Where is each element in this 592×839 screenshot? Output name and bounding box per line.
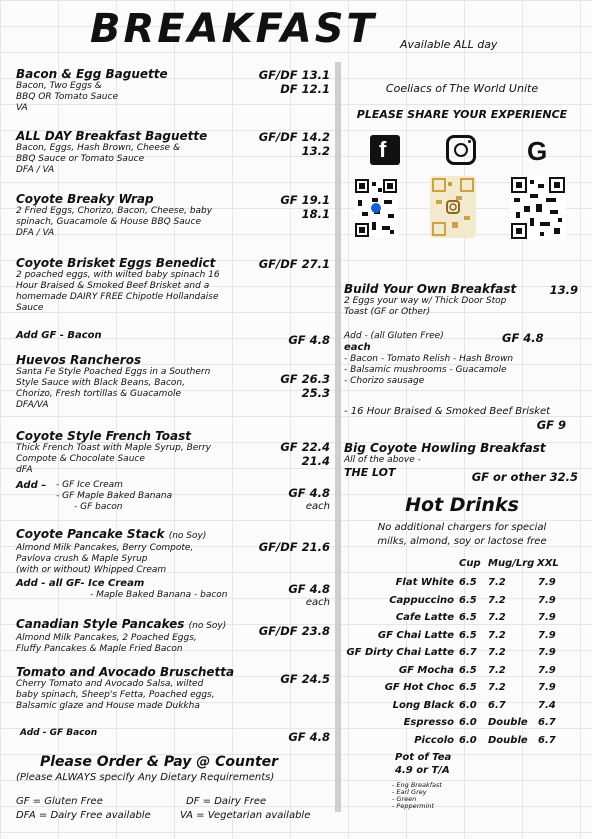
price-line: 21.4 [301,454,330,468]
price-line: GF 24.5 [280,672,330,686]
price-line: GF/DF 14.2 [258,130,330,144]
order-instruction: Please Order & Pay @ Counter [40,754,279,770]
item-desc: Sauce [16,303,44,313]
instagram-dot [468,140,471,143]
drink-cell: Double [488,717,528,728]
drink-cell: 6.5 [459,612,477,623]
qr-svg [510,176,566,240]
item-name: Coyote Breaky Wrap [16,192,154,206]
item-desc: Compote & Chocolate Sauce [16,454,145,464]
tea-variety: - Eng Breakfast [392,781,442,789]
dietary-note: (Please ALWAYS specify Any Dietary Requirements) [16,772,275,783]
google-icon[interactable]: G [527,136,548,166]
item-price: GF or other 32.5 [471,470,578,484]
item-desc: dFA [16,465,33,475]
item-desc: BBQ OR Tomato Sauce [16,92,118,102]
item-name: Coyote Style French Toast [16,429,191,443]
drink-cell: 6.5 [459,577,477,588]
drink-cell: Espresso [403,717,454,728]
item-desc: Hour Braised & Smoked Beef Brisket and a [16,281,210,291]
menu-item-bruschetta [16,666,330,712]
item-price [280,372,330,400]
item-desc: DFA/VA [16,400,49,410]
add-on-each: each [344,342,371,353]
drink-cell: 6.7 [538,717,556,728]
drink-cell: GF Mocha [398,664,454,676]
item-note: (no Soy) [168,531,207,541]
drink-cell: 7.2 [488,577,506,588]
pot-of-tea: Pot of Tea [395,752,452,763]
page-title: BREAKFAST [90,6,377,52]
tea-variety: - Green [392,795,417,803]
price-each: each [305,597,330,608]
add-on-price: GF 9 [536,418,566,432]
price-line: GF/DF 13.1 [258,68,330,82]
item-desc: VA [16,103,28,113]
item-name: Coyote Brisket Eggs Benedict [16,256,216,270]
facebook-qr-code[interactable] [354,178,398,238]
menu-item-huevos-rancheros [16,354,330,411]
instagram-icon[interactable] [446,135,476,165]
price-line: GF 19.1 [280,193,330,207]
item-desc: BBQ Sauce or Tomato Sauce [16,154,145,164]
drink-cell: 7.9 [538,647,556,658]
col-header-xxl: XXL [537,558,559,569]
share-heading: PLEASE SHARE YOUR EXPERIENCE [356,108,568,121]
item-name: Big Coyote Howling Breakfast [344,441,546,455]
item-desc: Santa Fe Style Poached Eggs in a Southern [16,367,211,377]
price-line: DF 12.1 [280,82,330,96]
drink-cell: Flat White [395,577,454,588]
pot-of-tea-price: 4.9 or T/A [395,765,450,776]
qr-svg [354,178,398,238]
menu-item-canadian-pancakes [16,618,330,655]
menu-item-french-toast [16,430,330,476]
item-note: (no Soy) [188,621,227,631]
drink-cell: Cappuccino [389,594,454,606]
item-price: 13.9 [549,283,578,297]
add-on-option: - 16 Hour Braised & Smoked Beef Brisket [344,406,551,417]
column-divider [335,62,341,812]
instagram-lens [454,143,468,157]
add-on-option: - GF Maple Baked Banana [56,491,173,501]
menu-item-brisket-benedict [16,257,330,314]
drink-cell: GF Dirty Chai Latte [346,647,454,658]
item-desc: Chorizo, Fresh tortillas & Guacamole [16,389,181,399]
hot-drinks-note: milks, almond, soy or lactose free [377,536,547,547]
item-price [259,130,330,158]
item-name: Huevos Rancheros [16,353,142,367]
price-line: 13.2 [301,144,330,158]
item-price [259,624,330,638]
drink-cell: Cafe Latte [395,612,454,623]
drink-cell: 7.2 [488,629,506,641]
add-on-price [288,486,330,514]
tea-variety: - Peppermint [392,802,435,810]
item-price [259,68,330,96]
item-lot: THE LOT [344,466,396,479]
tea-variety: - Earl Grey [392,788,427,796]
menu-item-breaky-wrap [16,193,330,239]
add-on-pancake [16,578,330,608]
instagram-qr-code[interactable] [430,176,476,238]
menu-item-bacon-egg-baguette [16,68,330,128]
item-desc: Thick French Toast with Maple Syrup, Berry [16,443,212,453]
drink-cell: 7.2 [488,664,506,676]
menu-item-build-your-own [344,283,580,318]
drink-cell: 7.2 [488,647,506,658]
item-desc: Pavlova crush & Maple Syrup [16,554,148,564]
add-on-price [288,582,330,610]
item-price [280,440,330,468]
item-price [259,540,330,554]
menu-item-big-coyote [344,441,580,484]
col-header-mug: Mug/Lrg [488,558,535,569]
drink-cell: 6.0 [459,734,477,746]
item-desc: All of the above - [344,455,421,465]
item-desc: 2 Eggs your way w/ Thick Door Stop [344,296,507,306]
drink-cell: Long Black [392,699,454,711]
drink-cell: 7.4 [538,699,556,711]
drink-cell: 6.7 [459,647,477,658]
add-on-price: GF 4.8 [288,333,330,347]
drink-cell: 7.2 [488,612,506,623]
item-name: ALL DAY Breakfast Baguette [16,129,208,143]
google-qr-code[interactable] [510,176,566,240]
drink-cell: 6.5 [459,594,477,606]
item-desc: Almond Milk Pancakes, 2 Poached Eggs, [16,633,197,643]
availability-note: Available ALL day [400,38,498,51]
item-desc: DFA / VA [16,228,55,238]
item-desc: (with or without) Whipped Cream [16,565,167,575]
item-price [280,193,330,221]
item-price [259,257,330,271]
item-desc: 2 Fried Eggs, Chorizo, Bacon, Cheese, baby [16,206,213,216]
drink-cell: 7.2 [488,594,506,606]
qr-svg [430,176,476,238]
col-header-cup: Cup [459,558,481,569]
add-on-benedict [16,330,330,347]
drink-cell: 7.9 [538,577,556,588]
drink-cell: 6.7 [538,734,556,746]
drink-cell: Double [488,734,528,746]
drink-cell: 6.5 [459,664,477,676]
item-desc: Fluffy Pancakes & Maple Fried Bacon [16,644,183,654]
item-desc: DFA / VA [16,165,55,175]
drink-cell: 6.5 [459,629,477,641]
legend-va: VA = Vegetarian available [180,810,311,821]
add-on-price: GF 4.8 [502,331,544,345]
price-each: each [305,501,330,512]
add-on-label: Add - all GF- Ice Cream [16,578,145,589]
add-on-option: - GF Ice Cream [56,480,123,490]
item-desc: Style Sauce with Black Beans, Bacon, [16,378,185,388]
drink-cell: 6.5 [459,682,477,693]
legend-gf: GF = Gluten Free [16,796,103,807]
add-on-option: - Balsamic mushrooms - Guacamole [344,365,507,375]
drink-cell: Piccolo [414,734,454,746]
drink-cell: 7.2 [488,682,506,693]
drink-cell: 7.9 [538,612,556,623]
add-on-option: - GF bacon [74,502,123,512]
drink-cell: 6.7 [488,699,506,711]
add-on-label: Add – [16,480,47,491]
item-desc: Cherry Tomato and Avocado Salsa, wilted [16,679,204,689]
add-on-label: Add GF - Bacon [16,330,102,341]
item-desc: baby spinach, Sheep's Fetta, Poached eggs, [16,690,215,700]
add-on-label: Add - (all Gluten Free) [344,331,444,341]
drink-cell: GF Hot Choc [384,682,454,693]
facebook-icon[interactable] [370,135,400,165]
legend-dfa: DFA = Dairy Free available [16,810,151,821]
add-on-option: - Maple Baked Banana - bacon [90,590,228,600]
price-line: GF/DF 21.6 [258,540,330,554]
item-name: Build Your Own Breakfast [344,282,517,296]
price-line: GF 26.3 [280,372,330,386]
drink-cell: 7.9 [538,629,556,641]
drink-cell: 6.0 [459,717,477,728]
drink-cell: 7.9 [538,682,556,693]
item-title: Canadian Style Pancakes [16,617,185,631]
price-line: GF 4.8 [288,582,330,596]
item-desc: Almond Milk Pancakes, Berry Compote, [16,543,194,553]
menu-item-pancake-stack [16,528,330,576]
item-title: Coyote Pancake Stack [16,527,165,541]
item-name: Bacon & Egg Baguette [16,67,168,81]
add-on-label: Add - GF Bacon [20,728,98,738]
add-on-french-toast [16,480,330,513]
coeliacs-slogan: Coeliacs of The World Unite [385,82,539,95]
price-line: 18.1 [301,207,330,221]
add-on-bruschetta [16,728,330,744]
item-name: Tomato and Avocado Bruschetta [16,665,235,679]
add-on-price: GF 4.8 [288,730,330,744]
menu-item-all-day-baguette [16,130,330,176]
legend-df: DF = Dairy Free [186,796,267,807]
byo-add-on [344,331,580,387]
hot-drinks-note: No additional chargers for special [377,522,547,533]
item-desc: Toast (GF or Other) [344,307,431,317]
item-desc: Bacon, Eggs, Hash Brown, Cheese & [16,143,180,153]
drink-cell: 7.9 [538,594,556,606]
price-line: 25.3 [301,386,330,400]
item-price [280,672,330,686]
item-desc: 2 poached eggs, with wilted baby spinach 16 [16,270,220,280]
drink-cell: 7.9 [538,664,556,676]
item-desc: spinach, Guacamole & House BBQ Sauce [16,217,201,227]
price-line: GF 4.8 [288,486,330,500]
byo-brisket-add-on [344,406,580,432]
drink-cell: GF Chai Latte [377,629,454,641]
drink-cell: 6.0 [459,699,477,711]
price-line: GF 22.4 [280,440,330,454]
tea-varieties [392,782,442,810]
price-line: GF/DF 27.1 [258,257,330,271]
item-desc: Balsamic glaze and House made Dukkha [16,701,200,711]
item-desc: homemade DAIRY FREE Chipotle Hollandaise [16,292,219,302]
add-on-option: - Bacon - Tomato Relish - Hash Brown [344,354,514,364]
hot-drinks-title: Hot Drinks [405,494,519,516]
price-line: GF/DF 23.8 [258,624,330,638]
add-on-option: - Chorizo sausage [344,376,425,386]
facebook-glyph: f [379,137,387,162]
item-desc: Bacon, Two Eggs & [16,81,102,91]
